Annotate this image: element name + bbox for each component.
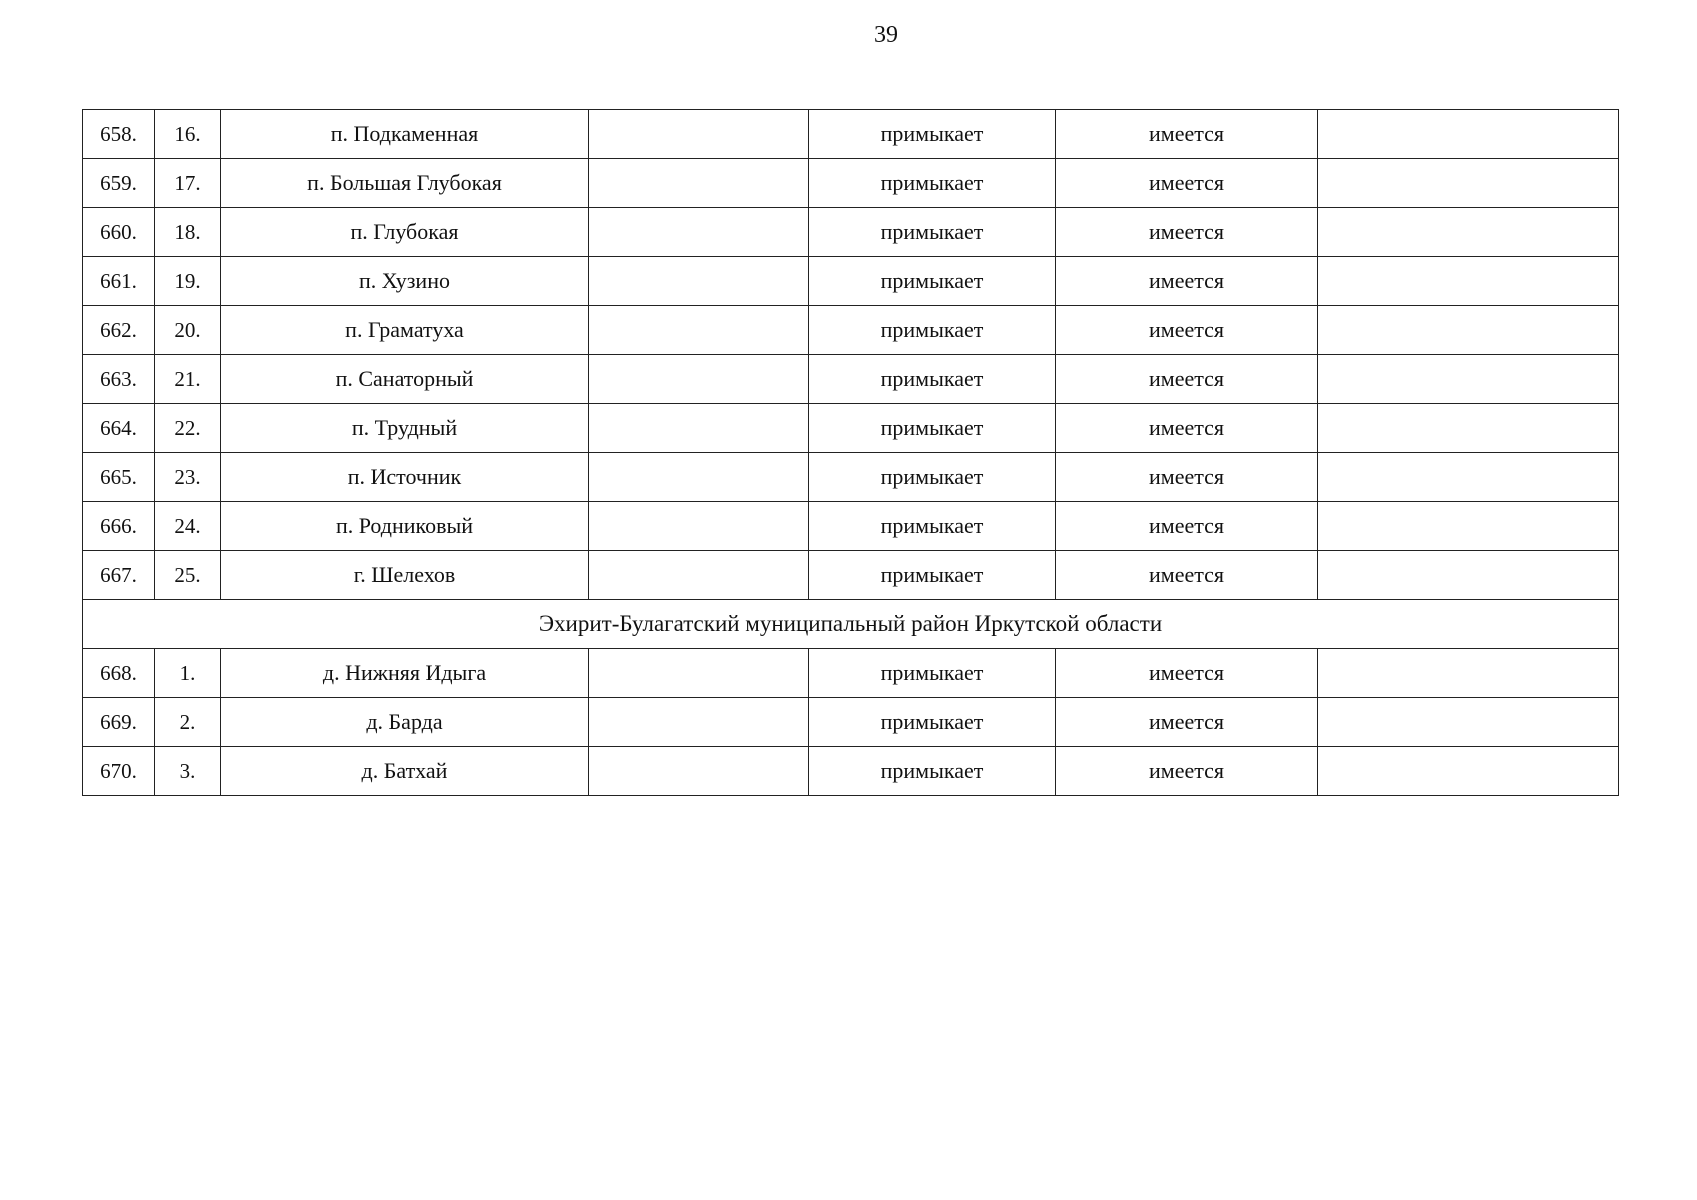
table-body <box>83 110 1619 796</box>
empty-cell <box>589 110 809 159</box>
table-row <box>83 747 1619 796</box>
empty-cell <box>589 747 809 796</box>
settlement-name-cell: п. Родниковый <box>221 502 589 551</box>
row-number-cell: 662. <box>83 306 155 355</box>
row-number-cell: 660. <box>83 208 155 257</box>
table-row <box>83 502 1619 551</box>
empty-cell <box>1318 208 1619 257</box>
local-number-cell: 23. <box>155 453 221 502</box>
availability-cell: имеется <box>1056 110 1318 159</box>
empty-cell <box>1318 502 1619 551</box>
status-cell: примыкает <box>809 257 1056 306</box>
row-number-cell: 659. <box>83 159 155 208</box>
empty-cell <box>1318 551 1619 600</box>
status-cell: примыкает <box>809 747 1056 796</box>
settlement-name-cell: д. Батхай <box>221 747 589 796</box>
table-row <box>83 110 1619 159</box>
table-row <box>83 257 1619 306</box>
empty-cell <box>1318 747 1619 796</box>
empty-cell <box>589 159 809 208</box>
empty-cell <box>1318 257 1619 306</box>
local-number-cell: 25. <box>155 551 221 600</box>
settlement-name-cell: п. Источник <box>221 453 589 502</box>
settlements-table <box>82 109 1619 796</box>
empty-cell <box>589 502 809 551</box>
table-row <box>83 698 1619 747</box>
availability-cell: имеется <box>1056 159 1318 208</box>
status-cell: примыкает <box>809 355 1056 404</box>
section-title: Эхирит-Булагатский муниципальный район Иркутской области <box>83 600 1619 649</box>
local-number-cell: 16. <box>155 110 221 159</box>
availability-cell: имеется <box>1056 306 1318 355</box>
settlement-name-cell: п. Подкаменная <box>221 110 589 159</box>
local-number-cell: 3. <box>155 747 221 796</box>
empty-cell <box>589 453 809 502</box>
availability-cell: имеется <box>1056 502 1318 551</box>
empty-cell <box>589 208 809 257</box>
status-cell: примыкает <box>809 551 1056 600</box>
empty-cell <box>1318 110 1619 159</box>
empty-cell <box>1318 453 1619 502</box>
settlement-name-cell: п. Хузино <box>221 257 589 306</box>
local-number-cell: 24. <box>155 502 221 551</box>
empty-cell <box>589 306 809 355</box>
status-cell: примыкает <box>809 110 1056 159</box>
empty-cell <box>589 355 809 404</box>
row-number-cell: 668. <box>83 649 155 698</box>
status-cell: примыкает <box>809 649 1056 698</box>
status-cell: примыкает <box>809 453 1056 502</box>
settlement-name-cell: п. Граматуха <box>221 306 589 355</box>
empty-cell <box>589 698 809 747</box>
empty-cell <box>1318 355 1619 404</box>
page-number: 39 <box>874 22 898 48</box>
table-row <box>83 551 1619 600</box>
empty-cell <box>1318 404 1619 453</box>
local-number-cell: 19. <box>155 257 221 306</box>
row-number-cell: 667. <box>83 551 155 600</box>
settlement-name-cell: п. Большая Глубокая <box>221 159 589 208</box>
table-row <box>83 306 1619 355</box>
settlement-name-cell: г. Шелехов <box>221 551 589 600</box>
availability-cell: имеется <box>1056 208 1318 257</box>
table-row <box>83 404 1619 453</box>
empty-cell <box>589 551 809 600</box>
local-number-cell: 21. <box>155 355 221 404</box>
row-number-cell: 665. <box>83 453 155 502</box>
availability-cell: имеется <box>1056 747 1318 796</box>
settlement-name-cell: п. Глубокая <box>221 208 589 257</box>
local-number-cell: 22. <box>155 404 221 453</box>
local-number-cell: 2. <box>155 698 221 747</box>
availability-cell: имеется <box>1056 404 1318 453</box>
status-cell: примыкает <box>809 159 1056 208</box>
availability-cell: имеется <box>1056 257 1318 306</box>
local-number-cell: 17. <box>155 159 221 208</box>
table-row <box>83 453 1619 502</box>
table-row <box>83 208 1619 257</box>
status-cell: примыкает <box>809 698 1056 747</box>
availability-cell: имеется <box>1056 551 1318 600</box>
empty-cell <box>589 257 809 306</box>
empty-cell <box>1318 306 1619 355</box>
local-number-cell: 18. <box>155 208 221 257</box>
row-number-cell: 663. <box>83 355 155 404</box>
settlement-name-cell: п. Санаторный <box>221 355 589 404</box>
settlement-name-cell: д. Нижняя Идыга <box>221 649 589 698</box>
availability-cell: имеется <box>1056 649 1318 698</box>
status-cell: примыкает <box>809 306 1056 355</box>
empty-cell <box>589 404 809 453</box>
row-number-cell: 666. <box>83 502 155 551</box>
availability-cell: имеется <box>1056 453 1318 502</box>
status-cell: примыкает <box>809 208 1056 257</box>
status-cell: примыкает <box>809 502 1056 551</box>
row-number-cell: 661. <box>83 257 155 306</box>
availability-cell: имеется <box>1056 355 1318 404</box>
table-row <box>83 355 1619 404</box>
empty-cell <box>1318 698 1619 747</box>
status-cell: примыкает <box>809 404 1056 453</box>
local-number-cell: 20. <box>155 306 221 355</box>
empty-cell <box>589 649 809 698</box>
empty-cell <box>1318 649 1619 698</box>
row-number-cell: 669. <box>83 698 155 747</box>
table-row <box>83 159 1619 208</box>
row-number-cell: 670. <box>83 747 155 796</box>
availability-cell: имеется <box>1056 698 1318 747</box>
settlement-name-cell: д. Барда <box>221 698 589 747</box>
table-row <box>83 649 1619 698</box>
settlement-name-cell: п. Трудный <box>221 404 589 453</box>
row-number-cell: 664. <box>83 404 155 453</box>
local-number-cell: 1. <box>155 649 221 698</box>
section-row <box>83 600 1619 649</box>
row-number-cell: 658. <box>83 110 155 159</box>
empty-cell <box>1318 159 1619 208</box>
